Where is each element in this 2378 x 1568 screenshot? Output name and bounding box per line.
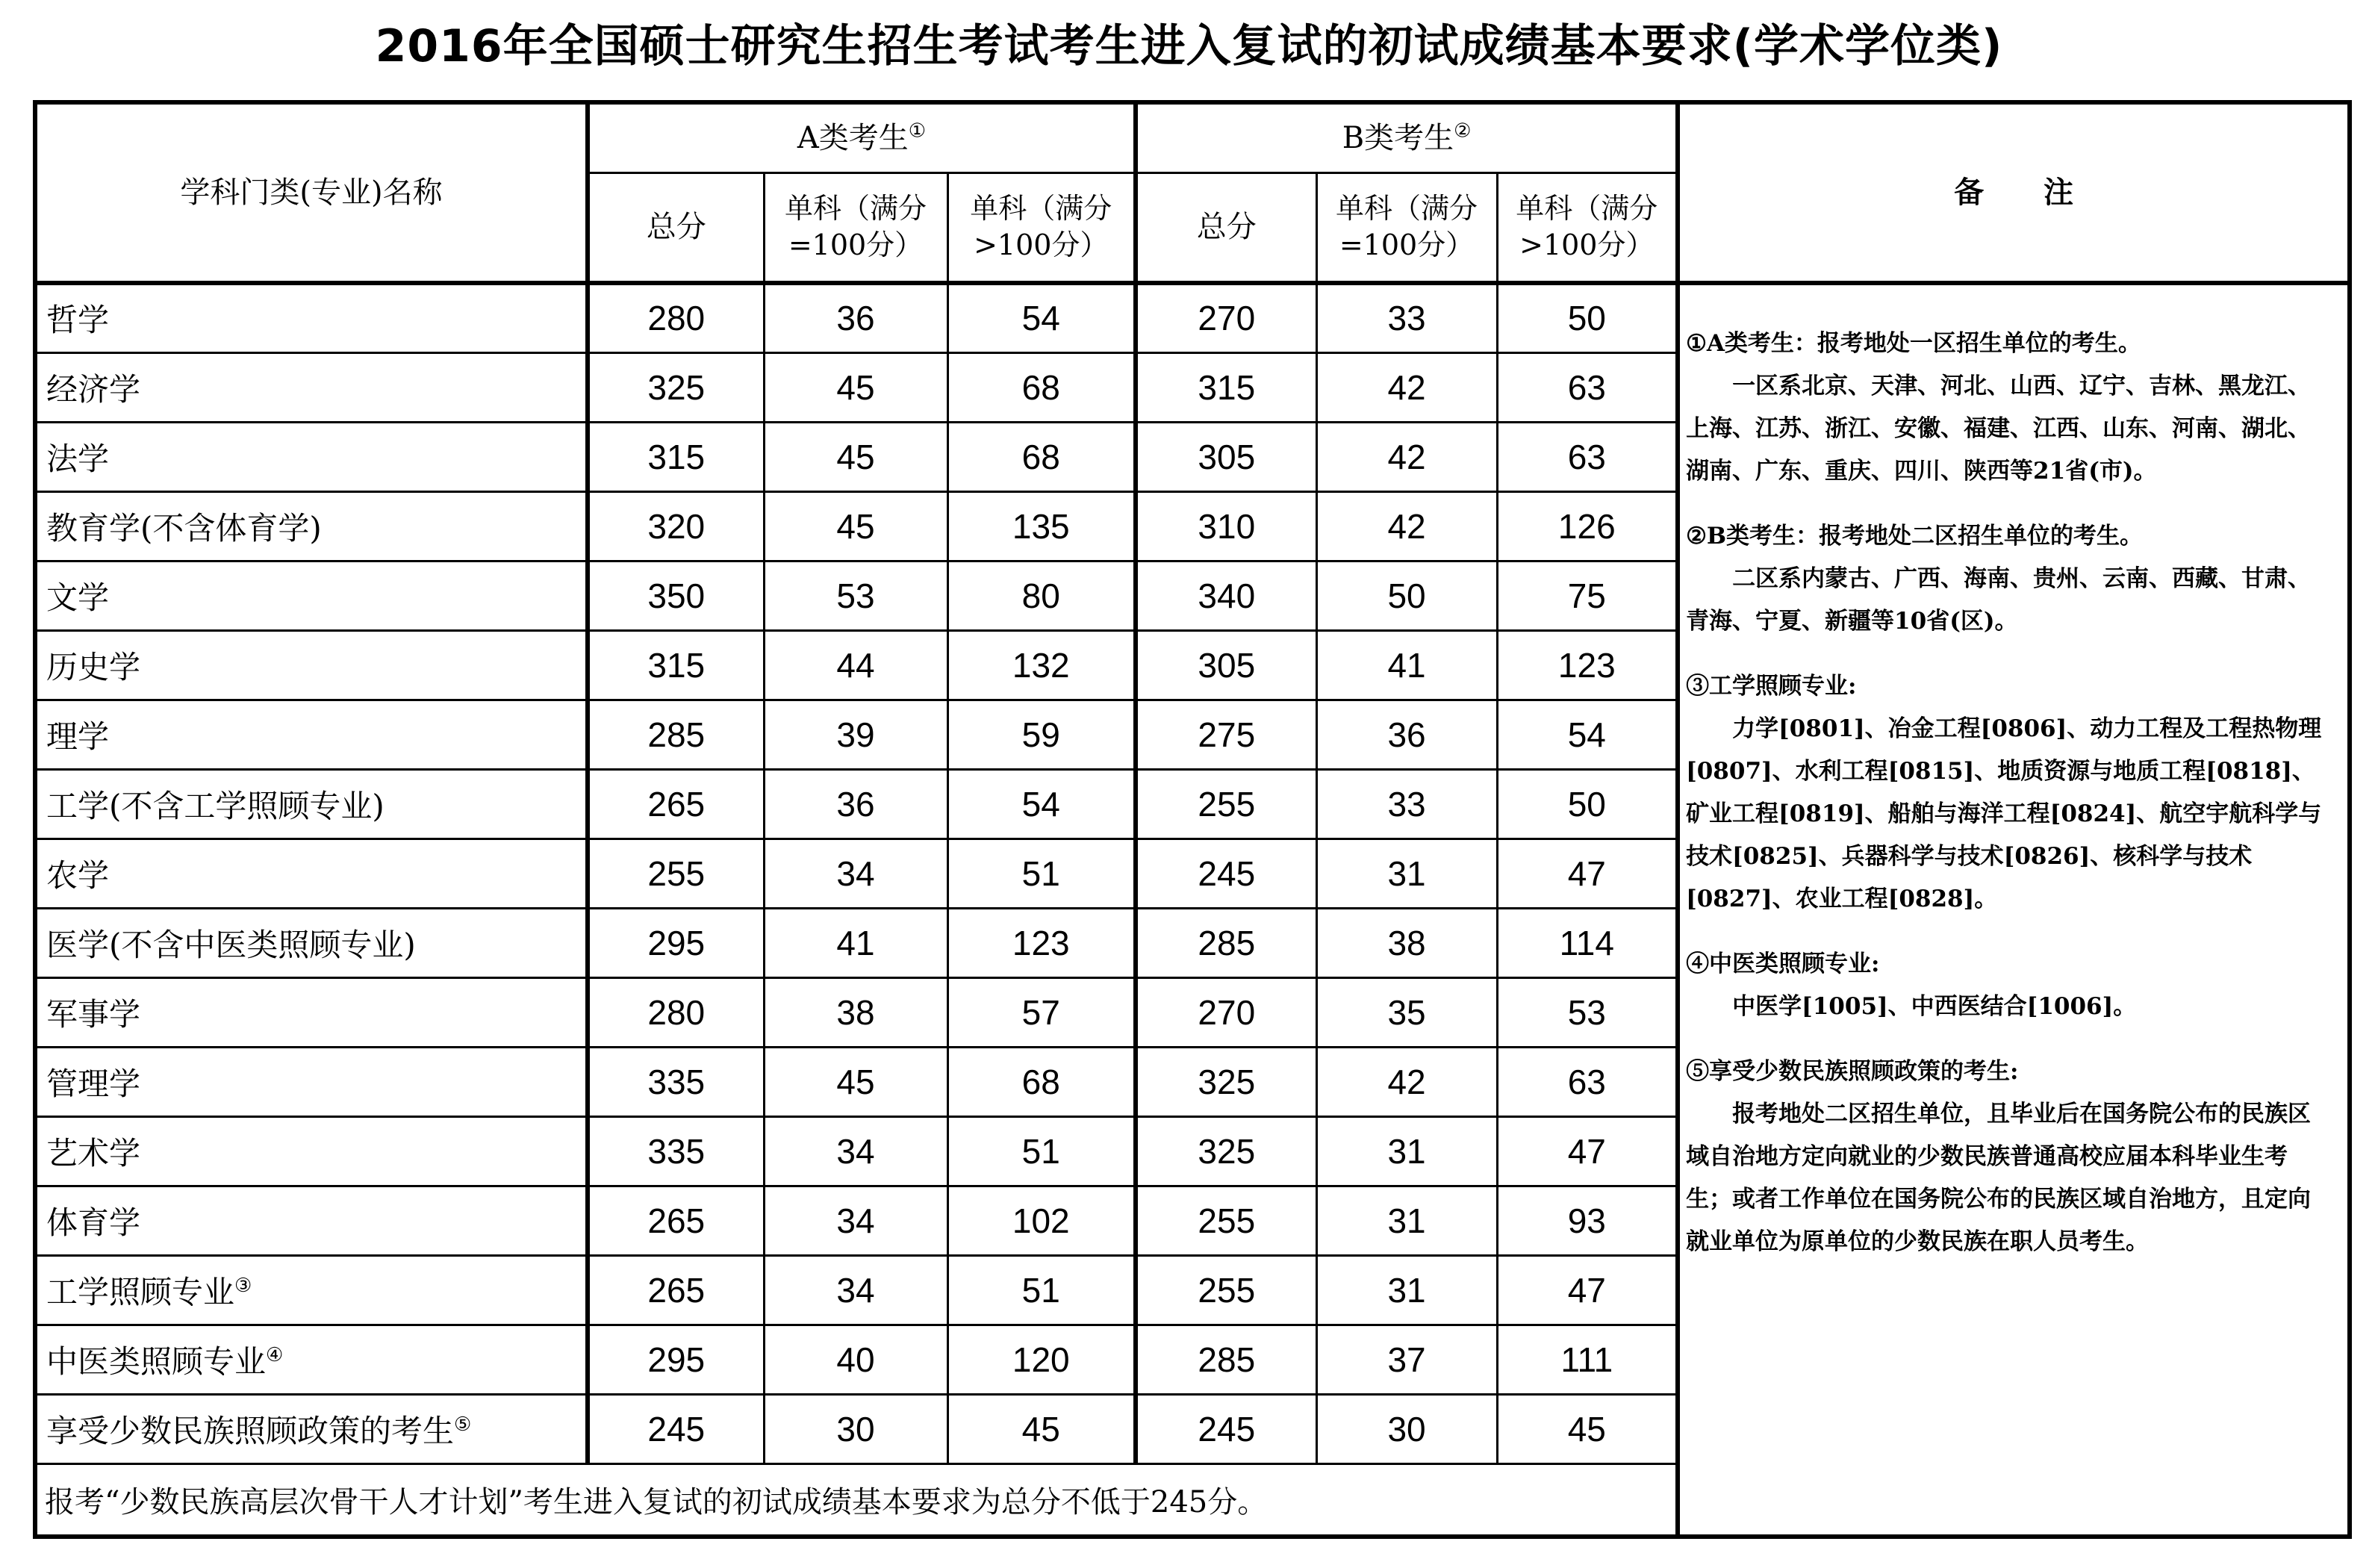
- score-b-total: 285: [1136, 1325, 1316, 1394]
- header-b-single-100: 单科（满分 =100分）: [1316, 172, 1497, 283]
- score-a-single-100: 40: [764, 1325, 947, 1394]
- score-b-single-gt100: 114: [1497, 908, 1678, 977]
- score-a-single-gt100: 68: [947, 352, 1136, 422]
- remark-body: 力学[0801]、冶金工程[0806]、动力工程及工程热物理[0807]、水利工程[0815]、地质资源与地质工程[0818]、矿业工程[0819]、船舶与海洋工程[0824]、航空宇航科学与技术[0825]、兵器科学与技术[0826]、核科学与技术[0827]、农业工程[0828]。: [1686, 715, 2322, 912]
- subject-name: 艺术学: [35, 1116, 588, 1186]
- remark-note: [1686, 323, 2331, 493]
- remark-heading: ⑤享受少数民族照顾政策的考生:: [1686, 1058, 2019, 1085]
- remark-note: [1686, 515, 2331, 643]
- score-a-single-100: 53: [764, 561, 947, 630]
- remark-note: [1686, 943, 2331, 1028]
- score-b-single-gt100: 63: [1497, 422, 1678, 491]
- score-a-total: 295: [588, 908, 764, 977]
- score-b-single-gt100: 50: [1497, 283, 1678, 352]
- score-a-single-100: 45: [764, 491, 947, 561]
- score-b-single-100: 41: [1316, 630, 1497, 700]
- score-b-single-gt100: 47: [1497, 1116, 1678, 1186]
- score-a-single-gt100: 123: [947, 908, 1136, 977]
- score-b-single-100: 42: [1316, 352, 1497, 422]
- score-b-single-gt100: 123: [1497, 630, 1678, 700]
- score-a-total: 265: [588, 1186, 764, 1255]
- header-group-a: A类考生①: [588, 102, 1136, 172]
- score-b-single-gt100: 75: [1497, 561, 1678, 630]
- score-b-single-gt100: 47: [1497, 839, 1678, 908]
- score-b-total: 310: [1136, 491, 1316, 561]
- score-a-total: 335: [588, 1116, 764, 1186]
- score-b-total: 275: [1136, 700, 1316, 769]
- score-b-single-100: 42: [1316, 422, 1497, 491]
- footnote-mark: ①: [908, 119, 927, 143]
- score-b-total: 255: [1136, 1186, 1316, 1255]
- subject-name: 医学(不含中医类照顾专业): [35, 908, 588, 977]
- remark-body: 一区系北京、天津、河北、山西、辽宁、吉林、黑龙江、上海、江苏、浙江、安徽、福建、江西、山东、河南、湖北、湖南、广东、重庆、四川、陕西等21省(市)。: [1686, 373, 2312, 485]
- score-a-total: 245: [588, 1394, 764, 1463]
- remark-heading: ③工学照顾专业:: [1686, 673, 1857, 700]
- remark-heading: ②B类考生：报考地处二区招生单位的考生。: [1686, 523, 2144, 550]
- score-a-single-100: 45: [764, 1047, 947, 1116]
- header-b-single-gt100: 单科（满分 >100分）: [1497, 172, 1678, 283]
- footnote-mark: ②: [1454, 119, 1472, 143]
- subject-name: 农学: [35, 839, 588, 908]
- score-b-total: 325: [1136, 1047, 1316, 1116]
- score-a-total: 350: [588, 561, 764, 630]
- score-b-single-gt100: 53: [1497, 977, 1678, 1047]
- score-a-single-gt100: 51: [947, 1255, 1136, 1325]
- page-title: 2016年全国硕士研究生招生考试考生进入复试的初试成绩基本要求(学术学位类): [375, 20, 2003, 72]
- header-remarks: 备 注: [1678, 102, 2350, 283]
- score-a-single-100: 36: [764, 283, 947, 352]
- score-b-total: 270: [1136, 283, 1316, 352]
- score-b-single-100: 50: [1316, 561, 1497, 630]
- subject-name: 军事学: [35, 977, 588, 1047]
- score-a-single-gt100: 68: [947, 1047, 1136, 1116]
- score-a-single-100: 45: [764, 352, 947, 422]
- score-a-total: 280: [588, 977, 764, 1047]
- score-a-total: 255: [588, 839, 764, 908]
- remark-note: [1686, 665, 2331, 921]
- subject-name: 工学(不含工学照顾专业): [35, 769, 588, 839]
- score-b-single-gt100: 50: [1497, 769, 1678, 839]
- subject-name: 管理学: [35, 1047, 588, 1116]
- score-b-single-100: 42: [1316, 1047, 1497, 1116]
- header-subject: 学科门类(专业)名称: [35, 102, 588, 283]
- score-b-total: 305: [1136, 630, 1316, 700]
- score-a-single-gt100: 135: [947, 491, 1136, 561]
- score-table: [33, 100, 2352, 1539]
- score-b-single-100: 31: [1316, 839, 1497, 908]
- subject-name: 文学: [35, 561, 588, 630]
- remark-heading: ①A类考生：报考地处一区招生单位的考生。: [1686, 330, 2141, 357]
- score-a-total: 320: [588, 491, 764, 561]
- score-b-single-100: 33: [1316, 769, 1497, 839]
- remark-body: 报考地处二区招生单位，且毕业后在国务院公布的民族区域自治地方定向就业的少数民族普通高校应届本科毕业生考生；或者工作单位在国务院公布的民族区域自治地方，且定向就业单位为原单位的少数民族在职人员考生。: [1686, 1101, 2312, 1255]
- score-a-single-100: 36: [764, 769, 947, 839]
- score-a-single-gt100: 80: [947, 561, 1136, 630]
- score-a-total: 285: [588, 700, 764, 769]
- subject-name: 历史学: [35, 630, 588, 700]
- score-a-total: 325: [588, 352, 764, 422]
- score-b-single-100: 37: [1316, 1325, 1497, 1394]
- score-b-single-100: 36: [1316, 700, 1497, 769]
- score-a-total: 280: [588, 283, 764, 352]
- subject-name: 哲学: [35, 283, 588, 352]
- score-a-single-100: 45: [764, 422, 947, 491]
- score-b-single-100: 31: [1316, 1255, 1497, 1325]
- score-b-total: 255: [1136, 769, 1316, 839]
- score-b-total: 340: [1136, 561, 1316, 630]
- score-a-single-gt100: 102: [947, 1186, 1136, 1255]
- subject-name: 教育学(不含体育学): [35, 491, 588, 561]
- subject-name: 经济学: [35, 352, 588, 422]
- header-b-total: 总分: [1136, 172, 1316, 283]
- subject-name: 工学照顾专业③: [35, 1255, 588, 1325]
- score-a-single-gt100: 54: [947, 769, 1136, 839]
- score-b-single-100: 31: [1316, 1116, 1497, 1186]
- footer-note: 报考“少数民族高层次骨干人才计划”考生进入复试的初试成绩基本要求为总分不低于245分。: [35, 1463, 1678, 1537]
- score-a-total: 315: [588, 630, 764, 700]
- score-b-single-100: 35: [1316, 977, 1497, 1047]
- score-a-total: 295: [588, 1325, 764, 1394]
- score-a-single-gt100: 59: [947, 700, 1136, 769]
- table-row: [35, 283, 2350, 352]
- header-a-total: 总分: [588, 172, 764, 283]
- score-a-total: 335: [588, 1047, 764, 1116]
- footnote-mark: ⑤: [454, 1413, 472, 1436]
- subject-name: 中医类照顾专业④: [35, 1325, 588, 1394]
- score-a-single-100: 38: [764, 977, 947, 1047]
- score-a-single-gt100: 68: [947, 422, 1136, 491]
- score-b-total: 245: [1136, 1394, 1316, 1463]
- header-a-single-gt100: 单科（满分 >100分）: [947, 172, 1136, 283]
- score-a-single-100: 34: [764, 839, 947, 908]
- score-a-total: 265: [588, 769, 764, 839]
- footnote-mark: ④: [266, 1343, 284, 1366]
- score-b-single-100: 38: [1316, 908, 1497, 977]
- remark-note: [1686, 1051, 2331, 1263]
- score-b-total: 305: [1136, 422, 1316, 491]
- score-b-single-100: 30: [1316, 1394, 1497, 1463]
- score-a-single-gt100: 120: [947, 1325, 1136, 1394]
- score-a-single-gt100: 51: [947, 839, 1136, 908]
- score-a-total: 265: [588, 1255, 764, 1325]
- score-b-total: 285: [1136, 908, 1316, 977]
- score-b-single-gt100: 63: [1497, 1047, 1678, 1116]
- score-a-single-gt100: 45: [947, 1394, 1136, 1463]
- score-b-single-gt100: 126: [1497, 491, 1678, 561]
- score-b-single-100: 33: [1316, 283, 1497, 352]
- score-b-single-100: 42: [1316, 491, 1497, 561]
- score-a-single-gt100: 54: [947, 283, 1136, 352]
- score-b-single-100: 31: [1316, 1186, 1497, 1255]
- score-b-single-gt100: 45: [1497, 1394, 1678, 1463]
- score-a-single-gt100: 57: [947, 977, 1136, 1047]
- header-group-b: B类考生②: [1136, 102, 1678, 172]
- score-a-single-gt100: 132: [947, 630, 1136, 700]
- score-a-single-100: 34: [764, 1255, 947, 1325]
- remark-body: 二区系内蒙古、广西、海南、贵州、云南、西藏、甘肃、青海、宁夏、新疆等10省(区)。: [1686, 565, 2312, 635]
- score-a-single-100: 34: [764, 1116, 947, 1186]
- footnote-mark: ③: [234, 1274, 252, 1297]
- score-b-total: 255: [1136, 1255, 1316, 1325]
- score-b-total: 270: [1136, 977, 1316, 1047]
- subject-name: 法学: [35, 422, 588, 491]
- score-b-total: 315: [1136, 352, 1316, 422]
- subject-name: 享受少数民族照顾政策的考生⑤: [35, 1394, 588, 1463]
- header-a-single-100: 单科（满分 =100分）: [764, 172, 947, 283]
- score-a-total: 315: [588, 422, 764, 491]
- score-a-single-100: 30: [764, 1394, 947, 1463]
- score-a-single-100: 34: [764, 1186, 947, 1255]
- score-b-total: 325: [1136, 1116, 1316, 1186]
- score-a-single-gt100: 51: [947, 1116, 1136, 1186]
- score-b-single-gt100: 47: [1497, 1255, 1678, 1325]
- score-a-single-100: 41: [764, 908, 947, 977]
- remark-body: 中医学[1005]、中西医结合[1006]。: [1732, 993, 2137, 1020]
- subject-name: 体育学: [35, 1186, 588, 1255]
- score-b-single-gt100: 93: [1497, 1186, 1678, 1255]
- score-b-total: 245: [1136, 839, 1316, 908]
- score-a-single-100: 44: [764, 630, 947, 700]
- score-b-single-gt100: 54: [1497, 700, 1678, 769]
- subject-name: 理学: [35, 700, 588, 769]
- remarks-cell: [1678, 283, 2350, 1537]
- remark-heading: ④中医类照顾专业:: [1686, 951, 1880, 977]
- score-b-single-gt100: 63: [1497, 352, 1678, 422]
- score-b-single-gt100: 111: [1497, 1325, 1678, 1394]
- score-a-single-100: 39: [764, 700, 947, 769]
